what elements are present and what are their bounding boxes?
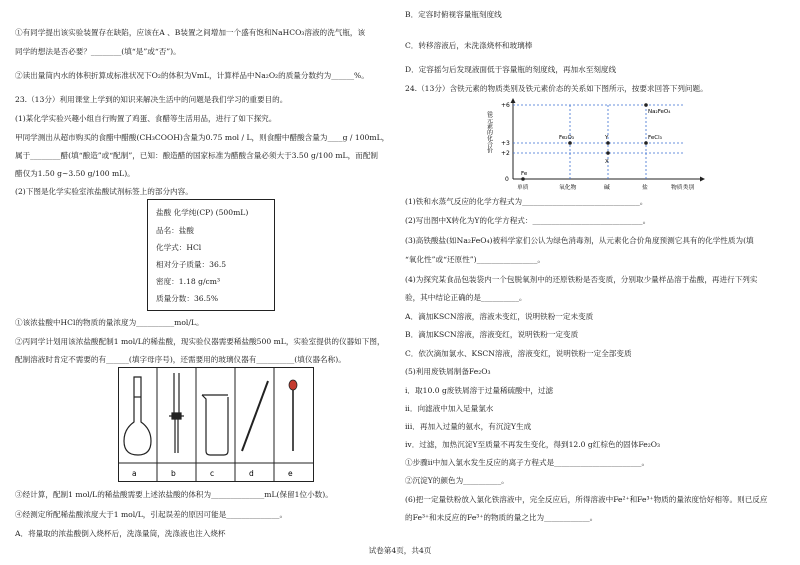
label-line-6: 质量分数：36.5% xyxy=(156,294,219,303)
apparatus-label-e: e xyxy=(288,469,293,478)
apparatus-label-a: a xyxy=(132,469,137,478)
q24-part6: (6)把一定量铁粉放入氯化铁溶液中，完全反应后，所得溶液中Fe²⁺和Fe³⁺物质的量浓度恰好相等。则已反应 xyxy=(405,495,768,504)
q22-part4b: 同学的想法是否必要？________(填“是”或“否”)。 xyxy=(15,47,181,56)
ytick-zero: 0 xyxy=(505,176,509,183)
label-line-1: 盐酸 化学纯(CP) (500mL) xyxy=(156,208,249,217)
point-label-fecl3: FeCl₃ xyxy=(648,135,662,141)
q23-2a: ①该浓盐酸中HCl的物质的量浓度为__________mol/L。 xyxy=(15,318,204,327)
label-line-2: 品名：盐酸 xyxy=(156,226,194,235)
point-label-fe2o3: Fe₂O₃ xyxy=(559,135,574,141)
dropper-icon xyxy=(289,380,297,451)
q24-5a: ①步骤ii中加入氯水发生反应的离子方程式是_______________________。 xyxy=(405,458,650,467)
q24-title: 24.（13分）含铁元素的物质类别及铁元素价态的关系如下图所示，按要求回答下列问题。 xyxy=(405,84,708,93)
q23-2b: ②丙同学计划用该浓盐酸配制1 mol/L的稀盐酸，现实验仪器需要稀盐酸500 mL，实验室提供的仪器如下图， xyxy=(15,337,385,346)
q24-step-ii: ii．向滤液中加入足量氯水 xyxy=(405,404,494,413)
q24-option-c: C．依次滴加氯水、KSCN溶液，溶液变红，说明铁粉一定全部变质 xyxy=(405,349,632,358)
y-axis-label: 铁元素的化合价 xyxy=(485,111,493,153)
q24-part5: (5)利用废铁屑制备Fe₂O₃ xyxy=(405,367,491,376)
q24-step-iii: iii．再加入过量的氨水，有沉淀Y生成 xyxy=(405,422,532,431)
ytick-plus2: +2 xyxy=(501,150,510,157)
point-label-y: Y xyxy=(605,135,609,141)
q23-2d: ③经计算，配制1 mol/L的稀盐酸需要上述浓盐酸的体积为______________mL(保留1位小数)。 xyxy=(15,490,333,499)
q24-step-i: i．取10.0 g废铁屑溶于过量稀硫酸中，过滤 xyxy=(405,386,554,395)
xtick-category: 物质类别 xyxy=(671,185,695,191)
q23-2f: A．将量取的浓盐酸倒入烧杯后，洗涤量筒，洗涤液也注入烧杯 xyxy=(15,529,226,538)
point-label-fe: Fe xyxy=(521,171,528,177)
apparatus-label-c: c xyxy=(210,469,215,478)
iron-valence-diagram xyxy=(483,97,715,195)
apparatus-figure xyxy=(118,367,314,482)
q24-step-iv: iv．过滤，加热沉淀Y至质量不再发生变化，得到12.0 g红棕色的固体Fe₂O₃ xyxy=(405,440,661,449)
xtick-salt: 盐 xyxy=(642,185,648,191)
point-label-x: X xyxy=(605,159,609,165)
page-footer: 试卷第4页，共4页 xyxy=(368,546,432,555)
q23-part1d: 醋仅为1.50 g~3.50 g/100 mL)。 xyxy=(15,169,135,178)
q23-2e: ④经测定所配稀盐酸浓度大于1 mol/L，引起误差的原因可能是______________。 xyxy=(15,510,288,519)
q24-part1: (1)铁和水蒸气反应的化学方程式为_______________________________。 xyxy=(405,197,648,206)
point-label-na2feo4: Na₂FeO₄ xyxy=(648,109,671,115)
q24-part6b: 的Fe³⁺和未反应的Fe³⁺的物质的量之比为____________。 xyxy=(405,513,598,522)
q24-part2: (2)写出图中X转化为Y的化学方程式：_____________________________。 xyxy=(405,216,651,225)
volumetric-flask-icon xyxy=(124,377,151,455)
reagent-label xyxy=(147,199,275,311)
q24-option-b: B．滴加KSCN溶液，溶液变红，说明铁粉一定变质 xyxy=(405,330,579,339)
label-line-3: 化学式：HCl xyxy=(156,243,202,252)
apparatus-label-b: b xyxy=(171,469,176,478)
option-b: B．定容时俯视容量瓶刻度线 xyxy=(405,10,502,19)
ytick-plus3: +3 xyxy=(501,140,510,147)
q24-part3b: “氧化性”或“还原性”)________________。 xyxy=(405,255,545,264)
q22-part5: ②读出量筒内水的体积折算成标准状况下O₂的体积为VmL，计算样品中Na₂O₂的质量分数约为______%。 xyxy=(15,71,369,80)
glass-rod-icon xyxy=(242,381,268,451)
q23-title: 23.（13分）利用课堂上学到的知识来解决生活中的问题是我们学习的重要目的。 xyxy=(15,95,288,104)
q24-part4b: 验，其中结论正确的是__________。 xyxy=(405,293,527,302)
q23-part1: (1)某化学实验兴趣小组自行购置了鸡蛋、食醋等生活用品，进行了如下探究。 xyxy=(15,114,277,123)
q22-part4: ①有同学提出该实验装置存在缺陷，应该在A 、B装置之间增加一个盛有饱和NaHCO₃溶液的洗气瓶，该 xyxy=(15,28,366,37)
q23-part2: (2)下图是化学实验室浓盐酸试剂标签上的部分内容。 xyxy=(15,187,193,196)
xtick-element: 单质 xyxy=(517,185,529,191)
apparatus-label-d: d xyxy=(249,469,254,478)
option-d: D．定容摇匀后发现液面低于容量瓶的刻度线，再加水至刻度线 xyxy=(405,65,617,74)
pipette-icon xyxy=(169,373,184,453)
label-line-4: 相对分子质量：36.5 xyxy=(156,260,227,269)
q23-part1c: 属于________醋(填“酿造”或“配制”，已知：酿造醋的国家标准为醋酸含量必须大于3.50 g/100 mL，而配制 xyxy=(15,151,378,160)
xtick-oxide: 氧化物 xyxy=(559,185,577,191)
q24-option-a: A．滴加KSCN溶液，溶液未变红，说明铁粉一定未变质 xyxy=(405,312,594,321)
beaker-icon xyxy=(202,395,228,455)
option-c: C．转移溶液后，未洗涤烧杯和玻璃棒 xyxy=(405,41,533,50)
q24-5b: ②沉淀Y的颜色为__________。 xyxy=(405,476,509,485)
label-line-5: 密度：1.18 g/cm³ xyxy=(156,277,221,286)
q24-part3: (3)高铁酸盐(如Na₂FeO₄)被科学家们公认为绿色消毒剂，从元素化合价角度预测它具有的化学性质为(填 xyxy=(405,236,754,245)
xtick-base: 碱 xyxy=(604,185,610,191)
q23-2c: 配制溶液时肯定不需要的有______(填字母序号)，还需要用的玻璃仪器有__________(填仪器名称)。 xyxy=(15,355,346,364)
ytick-plus6: +6 xyxy=(501,102,510,109)
q24-part4: (4)为探究某食品包装袋内一个包脱氧剂中的还原铁粉是否变质，分别取少量样品溶于盐酸，再进行下列实 xyxy=(405,275,758,284)
q23-part1b: 甲同学测出从超市购买的食醋中醋酸(CH₃COOH)含量为0.75 mol / L，则食醋中醋酸含量为____g / 100mL， xyxy=(15,133,390,142)
